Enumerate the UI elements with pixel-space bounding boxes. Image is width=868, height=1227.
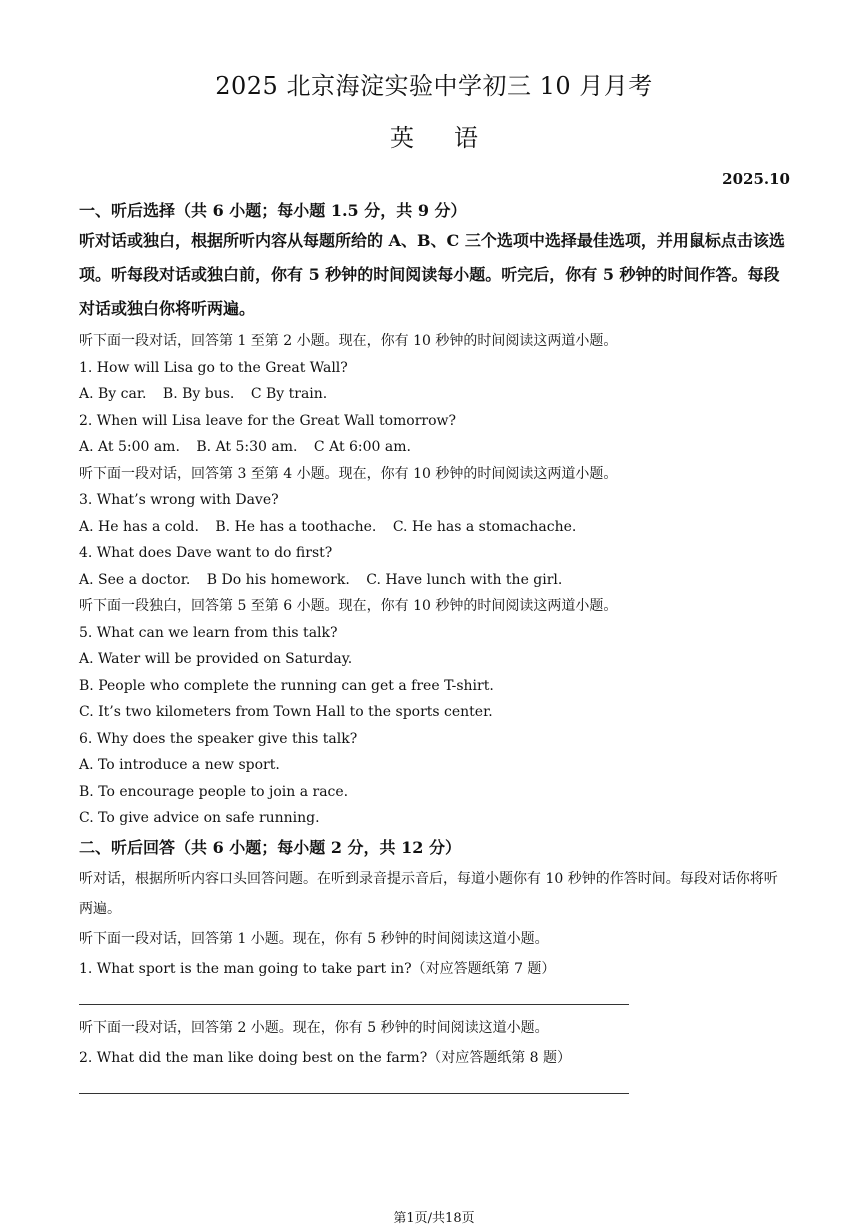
question-1-options [79, 381, 789, 408]
option-a[interactable]: A. See a doctor. [79, 571, 191, 588]
option-b[interactable]: B. By bus. [162, 386, 235, 402]
question-3: 3. What’s wrong with Dave? [79, 492, 279, 508]
option-a[interactable]: A. Water will be provided on Saturday. [79, 651, 353, 667]
section2-question-1: 1. What sport is the man going to take part in?（对应答题纸第 7 题） [79, 960, 556, 977]
section1-instructions: 听对话或独白，根据所听内容从每题所给的 A、B、C 三个选项中选择最佳选项，并用鼠标点击该选项。听每段对话或独白前，你有 5 秒钟的时间阅读每小题。听完后，你有 5 秒钟的时间作答。每段对话或独白你将听两遍。 [79, 231, 785, 318]
option-c[interactable]: C By train. [250, 386, 328, 402]
option-c[interactable]: C. He has a stomachache. [392, 518, 577, 535]
section2-intro-1: 听下面一段对话，回答第 1 小题。现在，你有 5 秒钟的时间阅读这道小题。 [79, 930, 549, 947]
question-3-options [79, 514, 789, 541]
option-b[interactable]: B. People who complete the running can get a free T-shirt. [79, 677, 494, 694]
option-c[interactable]: C At 6:00 am. [313, 439, 411, 455]
section1-heading: 一、听后选择（共 6 小题；每小题 1.5 分，共 9 分） [79, 201, 467, 220]
option-a[interactable]: A. By car. [79, 386, 147, 402]
answer-line-2[interactable] [79, 1073, 629, 1094]
option-c[interactable]: C. It’s two kilometers from Town Hall to the sports center. [79, 704, 493, 720]
question-4-options [79, 567, 789, 594]
option-b[interactable]: B. At 5:30 am. [196, 439, 298, 455]
section1-intro-3: 听下面一段独白，回答第 5 至第 6 小题。现在，你有 10 秒钟的时间阅读这两道小题。 [79, 598, 618, 614]
question-5: 5. What can we learn from this talk? [79, 624, 338, 641]
page-title: 2025 北京海淀实验中学初三 10 月月考 [215, 72, 653, 100]
option-b[interactable]: B Do his homework. [206, 571, 350, 588]
exam-date: 2025.10 [722, 170, 790, 188]
question-2-options [79, 434, 789, 461]
option-c[interactable]: C. Have lunch with the girl. [366, 571, 563, 588]
section2-heading: 二、听后回答（共 6 小题；每小题 2 分，共 12 分） [79, 837, 461, 857]
option-c[interactable]: C. To give advice on safe running. [79, 810, 320, 826]
option-a[interactable]: A. He has a cold. [79, 518, 199, 535]
question-2: 2. When will Lisa leave for the Great Wall tomorrow? [79, 412, 457, 429]
option-a[interactable]: A. At 5:00 am. [79, 439, 180, 455]
answer-line-1[interactable] [79, 984, 629, 1005]
question-1: 1. How will Lisa go to the Great Wall? [79, 359, 348, 376]
question-4: 4. What does Dave want to do first? [79, 545, 333, 561]
exam-content [79, 198, 789, 1102]
section2-question-2: 2. What did the man like doing best on the farm?（对应答题纸第 8 题） [79, 1049, 572, 1066]
question-6: 6. Why does the speaker give this talk? [79, 730, 358, 747]
option-b[interactable]: B. He has a toothache. [215, 518, 377, 535]
section2-intro-2: 听下面一段对话，回答第 2 小题。现在，你有 5 秒钟的时间阅读这道小题。 [79, 1019, 549, 1036]
option-a[interactable]: A. To introduce a new sport. [79, 757, 280, 773]
page-number: 第1页/共18页 [393, 1211, 475, 1226]
section1-intro-1: 听下面一段对话，回答第 1 至第 2 小题。现在，你有 10 秒钟的时间阅读这两道小题。 [79, 333, 618, 349]
subject-title: 英语 [390, 124, 518, 152]
option-b[interactable]: B. To encourage people to join a race. [79, 783, 349, 800]
section1-intro-2: 听下面一段对话，回答第 3 至第 4 小题。现在，你有 10 秒钟的时间阅读这两道小题。 [79, 465, 618, 482]
section2-instructions: 听对话，根据所听内容口头回答问题。在听到录音提示音后，每道小题你有 10 秒钟的作答时间。每段对话你将听两遍。 [79, 870, 778, 917]
